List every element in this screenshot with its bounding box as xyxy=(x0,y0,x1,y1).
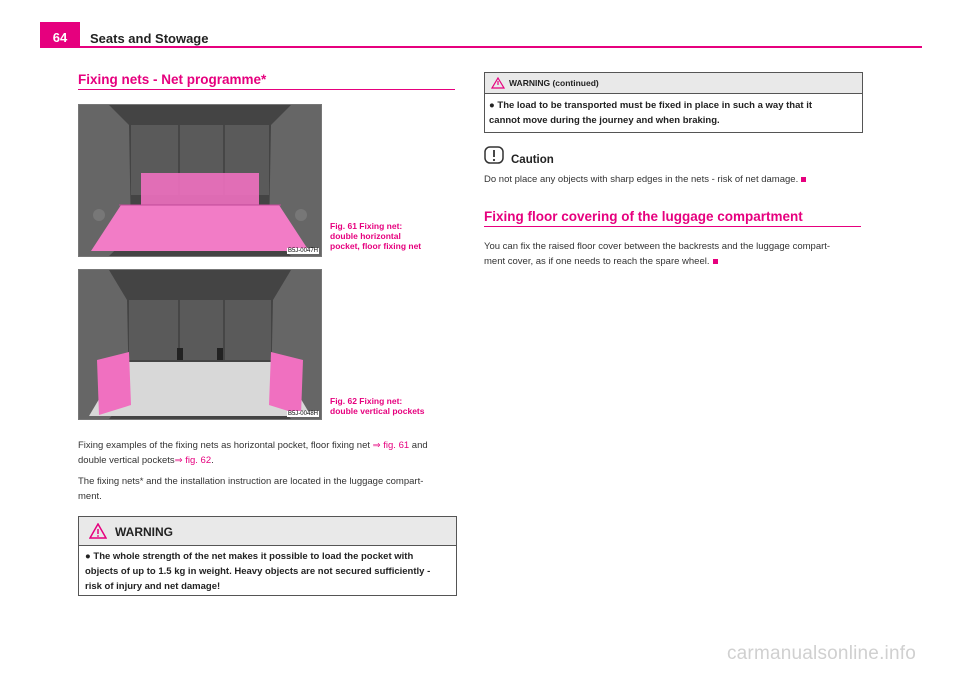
luggage-compartment-net-illustration xyxy=(79,105,321,256)
floor-covering-paragraph: You can fix the raised floor cover between the backrests and the luggage compart- ment cover, as if one needs to reach the spare wheel. xyxy=(484,241,831,267)
figure-61-code: B5J-0047H xyxy=(287,248,318,254)
bullet-icon: ● xyxy=(85,551,94,562)
section-end-mark xyxy=(713,259,718,264)
warning-header xyxy=(79,517,456,546)
figure-62-code: B5J-0048H xyxy=(287,411,318,417)
warning-box xyxy=(78,516,457,596)
caution-icon xyxy=(484,146,504,164)
warning-continued-body: ● The load to be transported must be fixed in place in such a way that it cannot move during the journey and when braking. xyxy=(489,100,812,126)
warning-body: ● The whole strength of the net makes it possible to load the pocket with objects of up to 1.5 kg in weight. Heavy objects are not secured sufficiently - risk of injury and net damage! xyxy=(85,551,431,592)
figure-61-image xyxy=(78,104,322,257)
warning-continued-box xyxy=(484,72,863,133)
section-title: Seats and Stowage xyxy=(90,31,209,46)
fixing-examples-paragraph: Fixing examples of the fixing nets as horizontal pocket, floor fixing net ⇒ fig. 61 and double vertical pockets⇒ fig. 62. xyxy=(78,440,428,466)
caution-text: Do not place any objects with sharp edges in the nets - risk of net damage. xyxy=(484,172,864,187)
luggage-compartment-vertical-nets-illustration xyxy=(79,270,321,419)
section-end-mark xyxy=(801,177,806,182)
warning-triangle-icon xyxy=(89,523,107,539)
figure-62-image xyxy=(78,269,322,420)
bullet-icon: ● xyxy=(489,100,498,111)
warning-triangle-icon xyxy=(491,77,505,89)
page-number: 64 xyxy=(40,22,80,48)
heading-underline xyxy=(484,226,861,227)
watermark-logo: carmanualsonline.info xyxy=(726,643,916,664)
heading-floor-covering: Fixing floor covering of the luggage compartment xyxy=(484,209,803,224)
caution-title: Caution xyxy=(511,154,554,166)
warning-continued-header xyxy=(485,73,862,94)
fig-62-link[interactable]: ⇒ fig. 62 xyxy=(174,455,212,466)
fig-61-link[interactable]: ⇒ fig. 61 xyxy=(372,440,410,451)
heading-underline xyxy=(78,89,455,90)
warning-title: WARNING xyxy=(115,525,173,539)
figure-61-caption: Fig. 61 Fixing net: double horizontal pocket, floor fixing net xyxy=(330,221,422,251)
figure-62-caption: Fig. 62 Fixing net: double vertical pockets xyxy=(330,396,425,416)
header-divider xyxy=(40,46,922,48)
warning-continued-title: WARNING (continued) xyxy=(509,78,599,88)
fixing-nets-location-paragraph: The fixing nets* and the installation instruction are located in the luggage compart- ment. xyxy=(78,476,424,502)
heading-fixing-nets: Fixing nets - Net programme* xyxy=(78,72,267,87)
